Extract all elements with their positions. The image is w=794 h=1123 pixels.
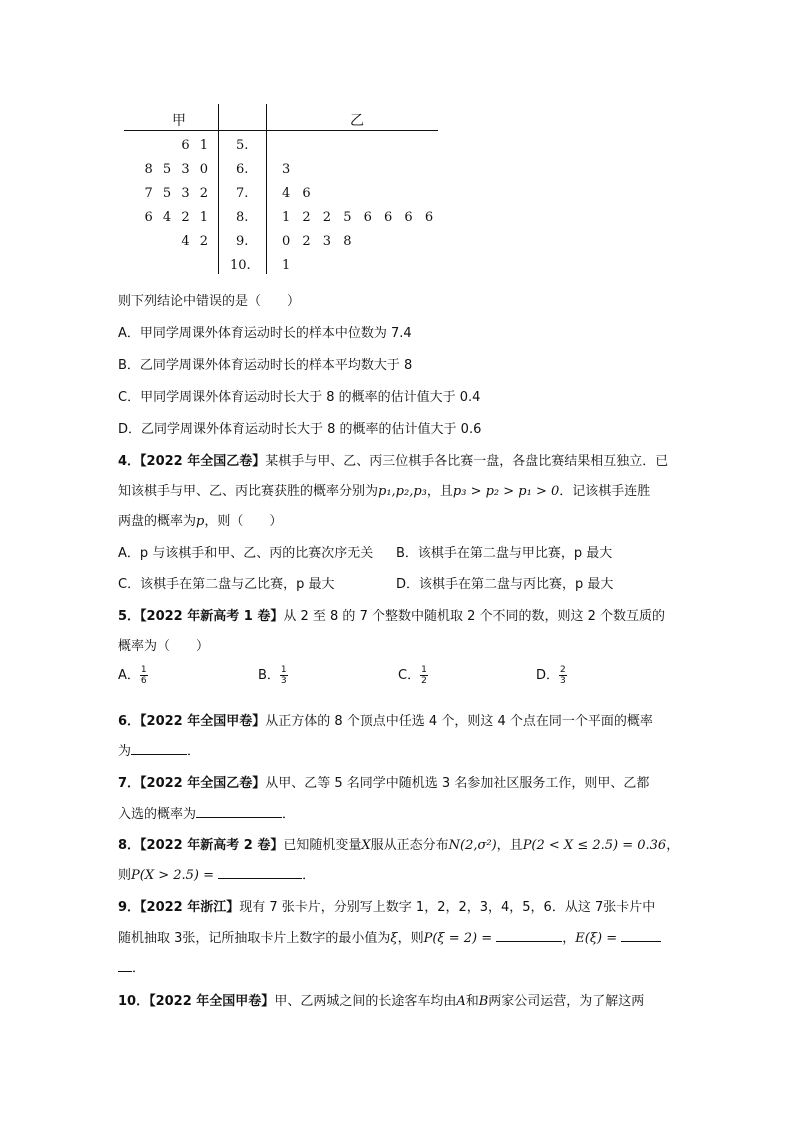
q7-text: 入选的概率为 xyxy=(118,807,197,822)
answer-blank[interactable] xyxy=(196,803,282,818)
answer-blank-continued[interactable] xyxy=(118,957,132,972)
q9-text: 现有 7 张卡片，分别写上数字 1，2，2，3，4，5，6．从这 7张卡片中 xyxy=(239,900,656,915)
right-leaves: 4 6 xyxy=(282,186,311,201)
q8-text: 服从正态分布 xyxy=(370,838,449,853)
fraction-denominator: 3 xyxy=(280,676,287,686)
left-leaves: 6 4 2 1 xyxy=(144,210,208,225)
q9-math: P(ξ = 2) = xyxy=(423,931,493,946)
header-rule xyxy=(124,130,438,131)
q5-tag: 5．【2022 年新高考 1 卷】 xyxy=(118,609,284,624)
answer-blank[interactable] xyxy=(218,864,302,879)
q9-text: ． xyxy=(132,961,146,976)
right-divider xyxy=(266,104,267,274)
q7-line1 xyxy=(118,772,649,791)
q9-math: E(ξ) = xyxy=(575,931,618,946)
q4-option-d: D．该棋手在第二盘与丙比赛，p 最大 xyxy=(396,577,614,592)
answer-blank[interactable] xyxy=(496,927,562,942)
q3-option-a: A．甲同学周课外体育运动时长的样本中位数为 7.4 xyxy=(118,326,412,341)
q10-line1 xyxy=(118,990,644,1009)
fraction-numerator: 1 xyxy=(280,665,287,675)
q8-text: 则 xyxy=(118,868,132,883)
q3-option-b: B．乙同学周课外体育运动时长的样本平均数大于 8 xyxy=(118,358,413,373)
q9-line3 xyxy=(118,957,145,976)
q6-tag: 6．【2022 年全国甲卷】 xyxy=(118,714,266,729)
q8-text: ，且 xyxy=(496,838,523,853)
q8-tag: 8．【2022 年新高考 2 卷】 xyxy=(118,838,284,853)
q4-math: p₃ > p₂ > p₁ > 0 xyxy=(452,484,560,499)
q10-math: A xyxy=(456,994,466,1009)
right-leaves: 1 xyxy=(282,258,291,273)
right-leaves: 3 xyxy=(282,162,291,177)
q3-prompt: 则下列结论中错误的是（ ） xyxy=(118,294,301,309)
q9-text: ， xyxy=(562,931,576,946)
left-leaves: 4 2 xyxy=(181,234,208,249)
q6-line1 xyxy=(118,710,653,729)
left-divider xyxy=(218,104,219,274)
q10-math: B xyxy=(478,994,489,1009)
left-leaves: 6 1 xyxy=(181,138,208,153)
q8-text: ， xyxy=(666,838,680,853)
q4-tag: 4．【2022 年全国乙卷】 xyxy=(118,454,266,469)
q5-option-c xyxy=(398,664,428,686)
fraction-numerator: 2 xyxy=(560,665,566,675)
q4-text: 某棋手与甲、乙、丙三位棋手各比赛一盘，各盘比赛结果相互独立．已 xyxy=(265,454,669,469)
q7-text: ． xyxy=(282,807,296,822)
q4-text: ．记该棋手连胜 xyxy=(559,484,651,499)
q8-text: 已知随机变量 xyxy=(283,838,362,853)
q8-line1 xyxy=(118,834,679,853)
q4-line2 xyxy=(118,480,650,499)
q5-option-d xyxy=(536,664,567,686)
q5-text: 从 2 至 8 的 7 个整数中随机取 2 个不同的数，则这 2 个数互质的 xyxy=(283,609,666,624)
q4-math: p xyxy=(196,514,205,529)
q4-option-a: A．p 与该棋手和甲、乙、丙的比赛次序无关 xyxy=(118,546,374,561)
q4-text: ，则（ ） xyxy=(204,514,283,529)
q9-tag: 9．【2022 年浙江】 xyxy=(118,900,240,915)
q4-option-b: B．该棋手在第二盘与甲比赛，p 最大 xyxy=(396,546,613,561)
q5-line1 xyxy=(118,605,665,624)
q6-text: 从正方体的 8 个顶点中任选 4 个，则这 4 个点在同一个平面的概率 xyxy=(265,714,653,729)
right-leaves: 1 2 2 5 6 6 6 6 xyxy=(282,210,434,225)
q3-option-d: D．乙同学周课外体育运动时长大于 8 的概率的估计值大于 0.6 xyxy=(118,422,482,437)
q4-text: ，且 xyxy=(426,484,453,499)
q5-line2: 概率为（ ） xyxy=(118,639,210,654)
left-leaves: 8 5 3 0 xyxy=(144,162,208,177)
q10-text: 和 xyxy=(465,994,479,1009)
stem: 9. xyxy=(236,234,249,249)
q6-text: 为 xyxy=(118,744,132,759)
q5-option-a xyxy=(118,664,148,686)
q8-text: ． xyxy=(302,868,316,883)
stem: 6. xyxy=(236,162,249,177)
q4-text: 两盘的概率为 xyxy=(118,514,197,529)
q4-option-c: C．该棋手在第二盘与乙比赛，p 最大 xyxy=(118,577,335,592)
q10-text: 两家公司运营，为了解这两 xyxy=(488,994,645,1009)
right-header: 乙 xyxy=(350,113,364,129)
q5-option-b xyxy=(258,664,288,686)
left-leaves: 7 5 3 2 xyxy=(144,186,208,201)
fraction-denominator: 2 xyxy=(421,676,427,686)
q8-line2 xyxy=(118,864,315,883)
q6-text: ． xyxy=(187,744,201,759)
answer-blank[interactable] xyxy=(131,740,187,755)
q4-line1 xyxy=(118,450,668,469)
option-label: C． xyxy=(398,668,421,683)
q7-line2 xyxy=(118,803,295,822)
q10-tag: 10．【2022 年全国甲卷】 xyxy=(118,994,275,1009)
q4-math: p₁,p₂,p₃ xyxy=(378,484,427,499)
right-leaves: 0 2 3 8 xyxy=(282,234,352,249)
left-header: 甲 xyxy=(172,113,186,129)
q9-text: 随机抽取 3张，记所抽取卡片上数字的最小值为 xyxy=(118,931,391,946)
q9-line1 xyxy=(118,896,655,915)
stem: 8. xyxy=(236,210,249,225)
option-label: A． xyxy=(118,668,140,683)
fraction-denominator: 3 xyxy=(560,676,566,686)
q10-text: 甲、乙两城之间的长途客车均由 xyxy=(274,994,457,1009)
fraction-numerator: 1 xyxy=(140,665,147,675)
q4-line3 xyxy=(118,510,282,529)
option-label: B． xyxy=(258,668,280,683)
q8-math: P(2 < X ≤ 2.5) = 0.36 xyxy=(522,838,667,853)
q8-math: X xyxy=(361,838,371,853)
fraction-numerator: 1 xyxy=(421,665,427,675)
stem: 10. xyxy=(230,258,251,273)
q9-text: ，则 xyxy=(397,931,424,946)
stem: 7. xyxy=(236,186,249,201)
q7-tag: 7．【2022 年全国乙卷】 xyxy=(118,776,266,791)
q6-line2 xyxy=(118,740,200,759)
q8-math: N(2,σ²) xyxy=(448,838,497,853)
q9-line2 xyxy=(118,927,661,946)
stem: 5. xyxy=(236,138,249,153)
q3-option-c: C．甲同学周课外体育运动时长大于 8 的概率的估计值大于 0.4 xyxy=(118,390,481,405)
q4-text: 知该棋手与甲、乙、丙比赛获胜的概率分别为 xyxy=(118,484,379,499)
q9-math: ξ xyxy=(390,931,398,946)
fraction-denominator: 6 xyxy=(140,676,147,686)
option-label: D． xyxy=(536,668,560,683)
answer-blank[interactable] xyxy=(621,927,661,942)
q7-text: 从甲、乙等 5 名同学中随机选 3 名参加社区服务工作，则甲、乙都 xyxy=(265,776,650,791)
q8-math: P(X > 2.5) = xyxy=(131,868,215,883)
